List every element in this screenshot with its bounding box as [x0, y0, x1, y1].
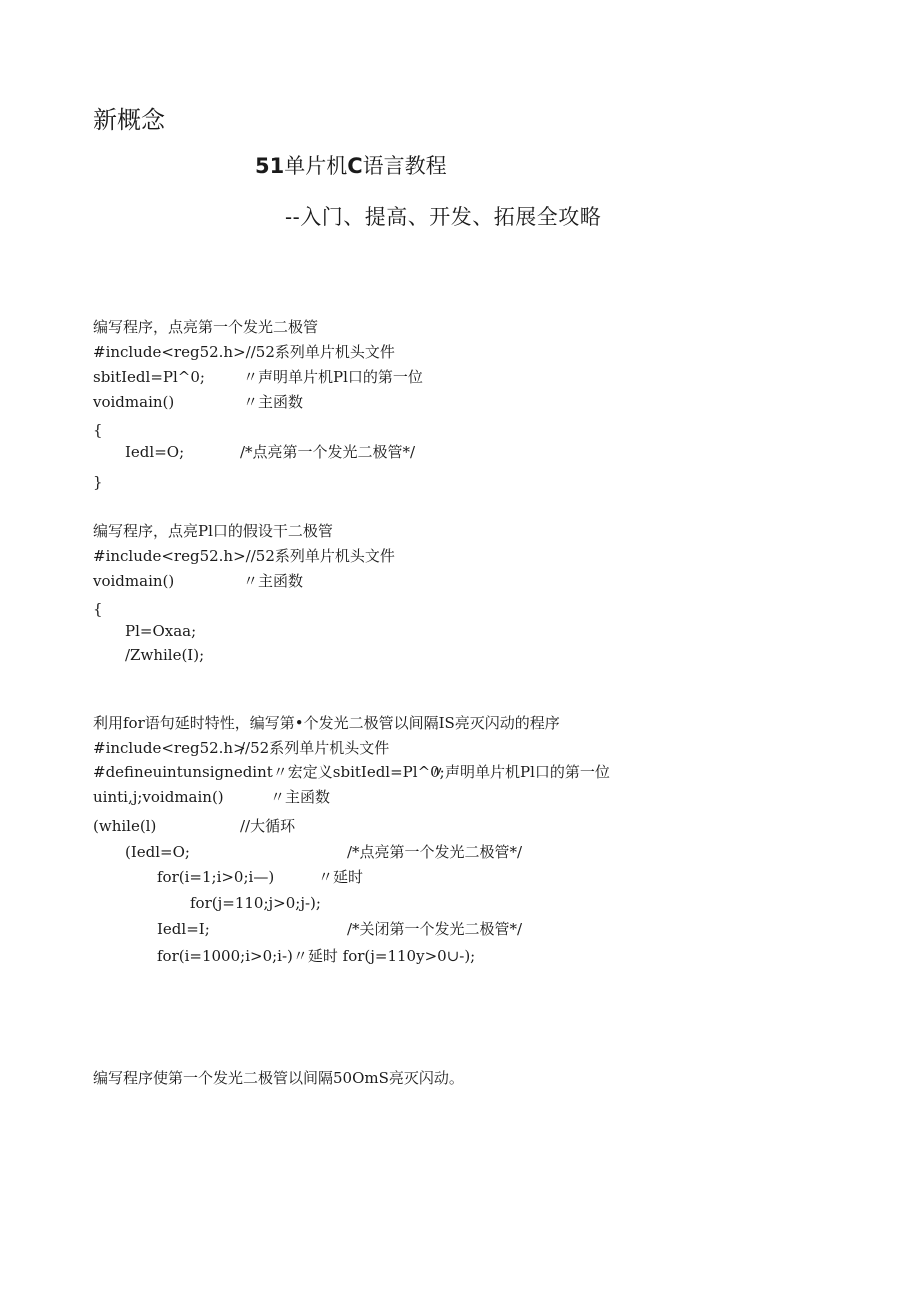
section3-heading: 利用for语句延时特性，编写第•个发光二极管以间隔IS亮灭闪动的程序 — [93, 714, 560, 732]
section2-stmt2: /Zwhile(I); — [125, 646, 205, 664]
section1-include: #include<reg52.h>//52系列单片机头文件 — [93, 343, 395, 361]
section3-uint-code: uinti,j;voidmain() — [93, 788, 224, 806]
section3-define-code: #defineuintunsignedint〃宏定义sbitIedl=Pl^0; — [93, 763, 445, 781]
section2-open-brace: { — [93, 600, 103, 618]
section3-for1-comment: 〃延时 — [318, 868, 364, 886]
section2-main-comment: 〃主函数 — [243, 572, 304, 590]
section1-stmt-code: Iedl=O; — [125, 443, 185, 461]
section3-while-comment: //大循环 — [240, 817, 296, 835]
title-letter: C — [347, 154, 363, 178]
series-name: 新概念 — [93, 106, 165, 134]
section1-main-code: voidmain() — [93, 393, 175, 411]
section1-sbit-comment: 〃声明单片机Pl口的第一位 — [243, 368, 423, 386]
section3-include-comment: //52系列单片机头文件 — [240, 739, 390, 757]
section3-while-code: (while(l) — [93, 817, 157, 835]
section4-heading: 编写程序使第一个发光二极管以间隔50OmS亮灭闪动。 — [93, 1069, 464, 1087]
section1-main-comment: 〃主函数 — [243, 393, 304, 411]
section2-heading: 编写程序，点亮Pl口的假设干二极管 — [93, 522, 333, 540]
section3-led-off-comment: /*关闭第一个发光二极管*/ — [347, 920, 523, 938]
section3-led-on-comment: /*点亮第一个发光二极管*/ — [347, 843, 523, 861]
page-title — [255, 150, 447, 180]
section1-close-brace: } — [93, 473, 103, 491]
page-subtitle: --入门、提高、开发、拓展全攻略 — [285, 205, 602, 229]
title-number: 51 — [255, 154, 285, 178]
section3-uint-comment: 〃主函数 — [270, 788, 331, 806]
section3-led-on-code: (Iedl=O; — [125, 843, 190, 861]
section2-include: #include<reg52.h>//52系列单片机头文件 — [93, 547, 395, 565]
section3-for1-code: for(i=1;i>0;i—) — [157, 868, 275, 886]
section2-stmt1: Pl=Oxaa; — [125, 622, 197, 640]
section1-stmt-comment: /*点亮第一个发光二极管*/ — [240, 443, 416, 461]
section1-heading: 编写程序，点亮第一个发光二极管 — [93, 318, 319, 336]
section1-open-brace: { — [93, 421, 103, 439]
section3-for2-code: for(j=110;j>0;j-); — [190, 894, 321, 912]
section3-include-code: #include<reg52.h> — [93, 739, 246, 757]
section3-for3-code: for(i=1000;i>0;i-)〃延时 for(j=110y>0∪-); — [157, 947, 476, 965]
title-mid: 单片机 — [284, 154, 348, 178]
section3-define-comment: 〃声明单片机Pl口的第一位 — [430, 763, 610, 781]
section3-led-off-code: Iedl=I; — [157, 920, 210, 938]
title-end: 语言教程 — [362, 154, 447, 178]
section1-sbit-code: sbitIedl=Pl^0; — [93, 368, 205, 386]
section2-main-code: voidmain() — [93, 572, 175, 590]
